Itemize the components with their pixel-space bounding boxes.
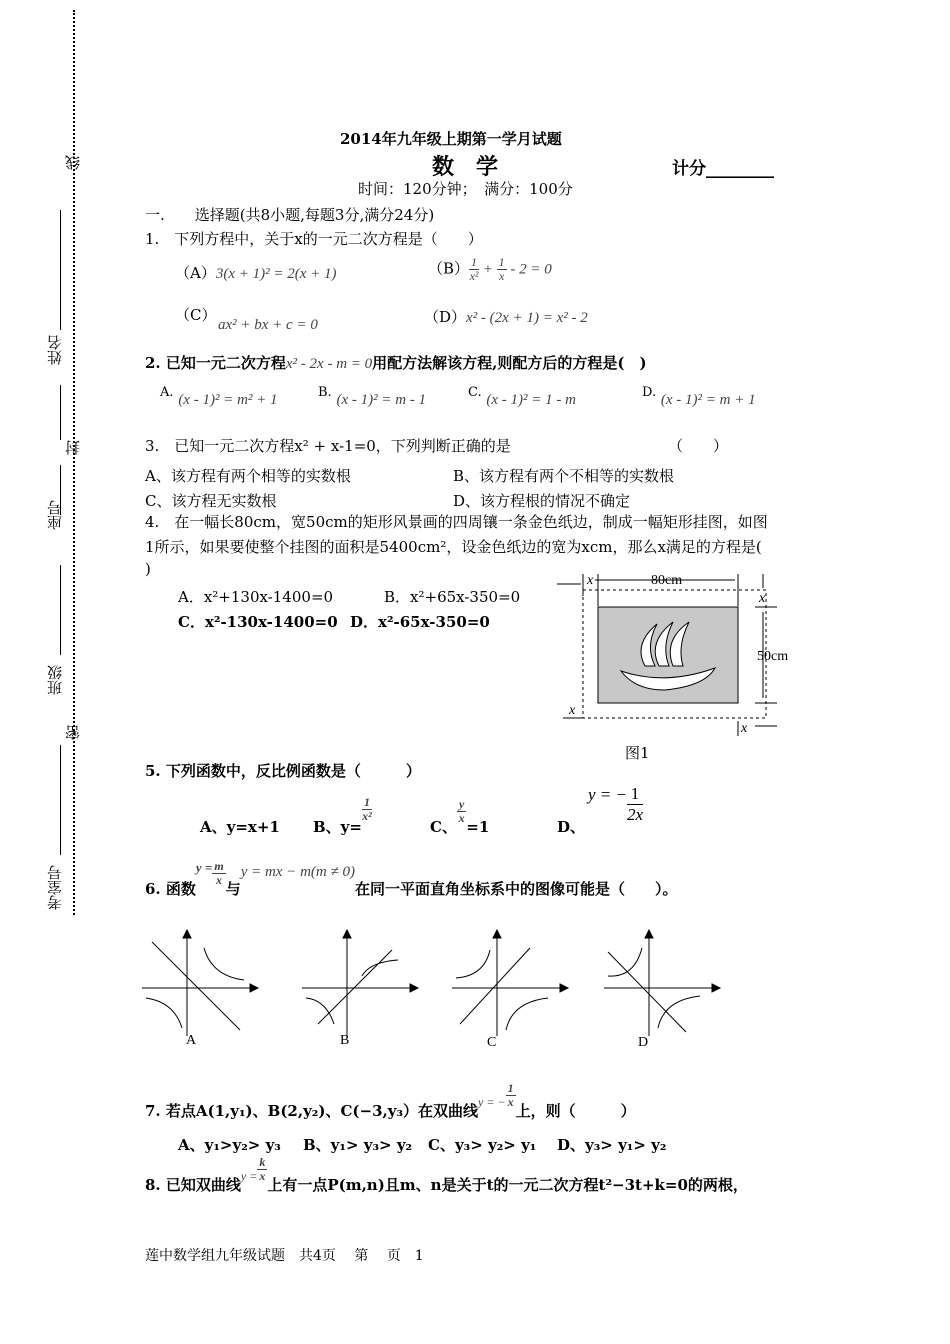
binding-label-name: 姓名	[46, 335, 64, 365]
q7-stem: 7. 若点A(1,y₁)、B(2,y₂)、C(−3,y₃）在双曲线$_{y = -}$ $\frac{1}{x}$ 上，则（ ）	[145, 1081, 636, 1120]
q4-line1: 4. 在一幅长80cm，宽50cm的矩形风景画的四周镶一条金色纸边，制成一幅矩形挂图，如图	[145, 513, 768, 531]
q2-option-a: A. (x - 1)² = m² + 1	[160, 385, 278, 408]
q8-stem: 8. 已知双曲线$_{y =}$ $\frac{k}{x}$ 上有一点P(m,n)且m、n是关于t的一元二次方程t²−3t+k=0的两根，	[145, 1155, 748, 1194]
graph-c	[452, 930, 568, 1036]
figure-label-x-right: x	[759, 591, 766, 606]
subject-title: 数 学	[432, 154, 499, 180]
page-footer: 莲中数学组九年级试题 共4页 第 页 1	[145, 1248, 424, 1264]
figure-label-x-bottom: x	[741, 721, 748, 736]
fold-line-segment	[60, 385, 61, 440]
figure-label-x-top: x	[587, 573, 594, 588]
q3-paren: （ ）	[668, 437, 729, 455]
q1-option-c-expr: ax² + bx + c = 0	[218, 317, 318, 333]
binding-label-feng: 封	[64, 440, 82, 455]
q3-option-b: B、该方程有两个不相等的实数根	[453, 467, 675, 485]
q5-option-b: B、y= $\frac{1}{\text{x²}}$	[313, 795, 372, 836]
binding-label-class: 班级	[46, 665, 64, 695]
q1-option-c-label: （C）	[175, 306, 217, 324]
q1-stem: 1. 下列方程中，关于x的一元二次方程是（ ）	[145, 230, 483, 248]
q3-option-a: A、该方程有两个相等的实数根	[145, 467, 351, 485]
q3-stem: 3. 已知一元二次方程x² + x-1=0，下列判断正确的是	[145, 437, 511, 455]
binding-label-seat: 座号	[46, 500, 64, 530]
q3-option-d: D、该方程根的情况不确定	[453, 492, 631, 510]
binding-label-xian: 线	[64, 155, 82, 170]
q4-option-a: A．x²+130x-1400=0	[178, 588, 334, 606]
section-heading: 一. 选择题(共8小题,每题3分,满分24分)	[145, 206, 435, 224]
q5-option-d-expr: y = − $\frac{1}{2x}$	[588, 784, 644, 824]
graph-label-c: C	[487, 1035, 497, 1050]
room-blank-line	[60, 745, 61, 855]
score-field: 计分________	[672, 159, 774, 179]
q5-option-d-label: D、	[557, 818, 586, 836]
dotted-fold-line	[73, 10, 75, 915]
q4-option-b: B．x²+65x-350=0	[384, 588, 521, 606]
binding-label-room: 考室号	[46, 865, 64, 910]
q6-graphs	[140, 928, 740, 1053]
q5-stem: 5. 下列函数中，反比例函数是（ ）	[145, 762, 421, 780]
q4-line3: )	[145, 560, 151, 578]
figure-label-80cm: 80cm	[651, 573, 683, 588]
q3-option-c: C、该方程无实数根	[145, 492, 277, 510]
q7-option-b: B、y₁> y₃> y₂	[303, 1136, 413, 1154]
q1-option-a: （A）3(x + 1)² = 2(x + 1)	[175, 264, 337, 282]
binding-label-mi: 密	[64, 725, 82, 740]
q2-option-c: C. (x - 1)² = 1 - m	[468, 385, 576, 408]
figure-label-x-left: x	[569, 703, 576, 718]
figure-label-50cm: 50cm	[757, 649, 789, 664]
q5-option-c: C、 $\frac{y}{x}$ =1	[430, 797, 490, 836]
q2-option-b: B. (x - 1)² = m - 1	[318, 385, 427, 408]
exam-title: 2014年九年级上期第一学月试题	[340, 130, 562, 148]
q5-option-a: A、y=x+1	[200, 818, 280, 836]
q7-option-a: A、y₁>y₂> y₃	[178, 1136, 281, 1154]
q7-option-c: C、y₃> y₂> y₁	[428, 1136, 537, 1154]
graph-label-b: B	[340, 1033, 350, 1048]
graph-d	[604, 930, 720, 1036]
graph-a	[142, 930, 258, 1036]
class-blank-line	[60, 565, 61, 655]
exam-info: 时间：120分钟； 满分：100分	[358, 180, 573, 198]
q1-option-d: （D）x² - (2x + 1) = x² - 2	[424, 308, 588, 326]
graph-label-a: A	[186, 1033, 197, 1048]
graph-b	[302, 930, 418, 1036]
q2-option-d: D. (x - 1)² = m + 1	[642, 385, 756, 408]
q2-stem: 2. 已知一元二次方程x² - 2x - m = 0用配方法解该方程,则配方后的方程是( )	[145, 354, 647, 372]
q6-stem: 6. 函数y = $\frac{m}{x}$ 与y = mx − m(m ≠ 0)在同一平面直角坐标系中的图像可能是（ ）。	[145, 859, 678, 898]
q7-option-d: D、y₃> y₁> y₂	[557, 1136, 667, 1154]
q4-line2: 1所示，如果要使整个挂图的面积是5400cm²，设金色纸边的宽为xcm，那么x满足的方程是(	[145, 538, 762, 556]
name-blank-line	[60, 210, 61, 330]
figure-1-frame-diagram	[555, 566, 795, 741]
q1-option-b: （B） $\frac{1}{\text{x²}}$ + $\frac{1}{x}$ - 2 = 0	[428, 255, 552, 283]
graph-label-d: D	[638, 1035, 649, 1050]
figure-1-caption: 图1	[625, 744, 650, 762]
q4-option-c: C．x²-130x-1400=0	[178, 613, 338, 631]
q4-option-d: D．x²-65x-350=0	[350, 613, 490, 631]
